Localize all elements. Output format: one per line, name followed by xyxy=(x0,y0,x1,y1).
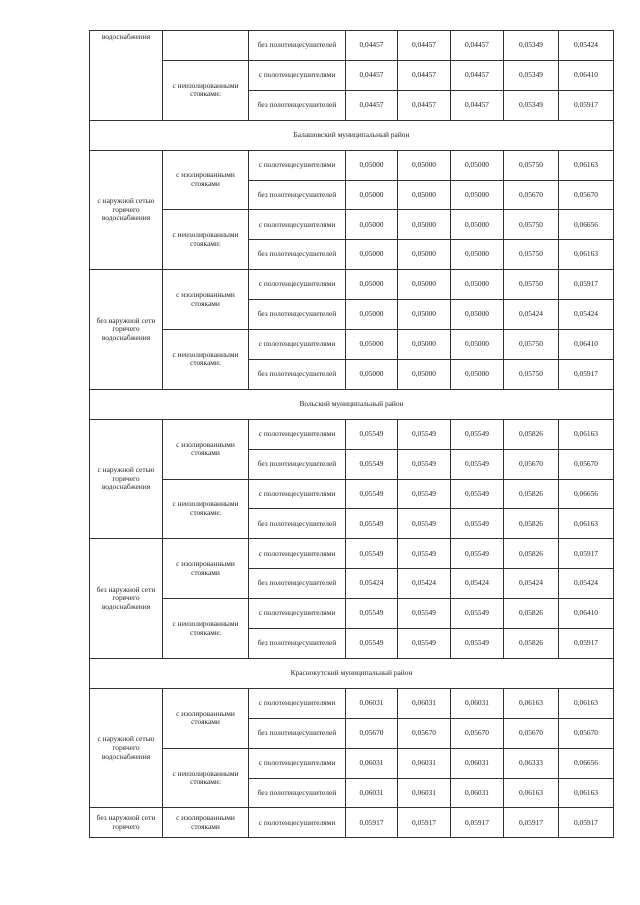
riser-type-cell xyxy=(163,31,249,61)
value-cell: 0,05549 xyxy=(451,599,504,629)
value-cell: 0,05424 xyxy=(451,569,504,599)
district-title: Вольский муниципальный район xyxy=(90,389,614,419)
value-cell: 0,05000 xyxy=(398,180,451,210)
value-cell: 0,05826 xyxy=(504,539,559,569)
value-cell: 0,05549 xyxy=(398,599,451,629)
value-cell: 0,05349 xyxy=(504,90,559,120)
value-cell: 0,05670 xyxy=(559,180,614,210)
value-cell: 0,05424 xyxy=(559,31,614,61)
value-cell: 0,05000 xyxy=(346,210,398,240)
riser-type-cell: с неизолированными стояками: xyxy=(163,60,249,120)
table-row xyxy=(90,419,614,449)
value-cell: 0,05549 xyxy=(398,419,451,449)
value-cell: 0,06163 xyxy=(504,688,559,718)
value-cell: 0,05000 xyxy=(451,210,504,240)
value-cell: 0,05670 xyxy=(559,449,614,479)
riser-type-cell: с изолированными стояками xyxy=(163,419,249,479)
value-cell: 0,05917 xyxy=(504,808,559,838)
value-cell: 0,05917 xyxy=(559,808,614,838)
value-cell: 0,05000 xyxy=(346,270,398,300)
value-cell: 0,04457 xyxy=(398,90,451,120)
towel-dryer-cell: с полотенцесушителями xyxy=(249,150,346,180)
value-cell: 0,05670 xyxy=(504,449,559,479)
value-cell: 0,04457 xyxy=(346,60,398,90)
table-row xyxy=(90,599,614,629)
value-cell: 0,05917 xyxy=(559,539,614,569)
value-cell: 0,05549 xyxy=(451,539,504,569)
table-row xyxy=(90,539,614,569)
value-cell: 0,05670 xyxy=(346,718,398,748)
network-type-cell: с наружной сетью горячего водоснабжения xyxy=(90,419,163,539)
towel-dryer-cell: с полотенцесушителями xyxy=(249,270,346,300)
value-cell: 0,05549 xyxy=(398,449,451,479)
value-cell: 0,05549 xyxy=(398,509,451,539)
value-cell: 0,05917 xyxy=(559,359,614,389)
value-cell: 0,06031 xyxy=(346,778,398,808)
towel-dryer-cell: без полотенцесушителей xyxy=(249,31,346,61)
district-title: Балашовский муниципальный район xyxy=(90,120,614,150)
towel-dryer-cell: без полотенцесушителей xyxy=(249,359,346,389)
riser-type-cell: с изолированными стояками xyxy=(163,688,249,748)
value-cell: 0,06410 xyxy=(559,330,614,360)
value-cell: 0,04457 xyxy=(398,31,451,61)
district-title: Краснокутский муниципальный район xyxy=(90,658,614,688)
value-cell: 0,04457 xyxy=(451,60,504,90)
value-cell: 0,05000 xyxy=(398,240,451,270)
value-cell: 0,05000 xyxy=(346,180,398,210)
value-cell: 0,05000 xyxy=(451,270,504,300)
table-row xyxy=(90,479,614,509)
value-cell: 0,05549 xyxy=(346,419,398,449)
district-header-row xyxy=(90,389,614,419)
value-cell: 0,05000 xyxy=(451,359,504,389)
value-cell: 0,05000 xyxy=(451,300,504,330)
towel-dryer-cell: с полотенцесушителями xyxy=(249,330,346,360)
riser-type-cell: с изолированными стояками xyxy=(163,150,249,210)
value-cell: 0,05750 xyxy=(504,210,559,240)
value-cell: 0,06333 xyxy=(504,748,559,778)
value-cell: 0,05917 xyxy=(559,270,614,300)
value-cell: 0,05826 xyxy=(504,629,559,659)
district-header-row xyxy=(90,658,614,688)
value-cell: 0,05000 xyxy=(346,240,398,270)
value-cell: 0,06163 xyxy=(559,688,614,718)
towel-dryer-cell: без полотенцесушителей xyxy=(249,569,346,599)
value-cell: 0,05000 xyxy=(451,240,504,270)
value-cell: 0,05917 xyxy=(451,808,504,838)
value-cell: 0,05549 xyxy=(451,419,504,449)
value-cell: 0,05549 xyxy=(346,539,398,569)
value-cell: 0,05549 xyxy=(451,449,504,479)
value-cell: 0,05750 xyxy=(504,330,559,360)
towel-dryer-cell: с полотенцесушителями xyxy=(249,808,346,838)
value-cell: 0,05000 xyxy=(398,270,451,300)
riser-type-cell: с неизолированными стояками: xyxy=(163,599,249,659)
table-row xyxy=(90,150,614,180)
table-row xyxy=(90,210,614,240)
riser-type-cell: с неизолированными стояками: xyxy=(163,479,249,539)
value-cell: 0,05000 xyxy=(451,150,504,180)
towel-dryer-cell: без полотенцесушителей xyxy=(249,300,346,330)
value-cell: 0,05750 xyxy=(504,240,559,270)
value-cell: 0,06163 xyxy=(504,778,559,808)
table-body xyxy=(90,31,614,838)
value-cell: 0,05549 xyxy=(346,629,398,659)
value-cell: 0,06031 xyxy=(398,688,451,718)
value-cell: 0,05000 xyxy=(398,330,451,360)
riser-type-cell: с неизолированными стояками: xyxy=(163,748,249,808)
value-cell: 0,04457 xyxy=(451,90,504,120)
towel-dryer-cell: с полотенцесушителями xyxy=(249,419,346,449)
value-cell: 0,05750 xyxy=(504,150,559,180)
riser-type-cell: с неизолированными стояками: xyxy=(163,210,249,270)
value-cell: 0,06031 xyxy=(451,778,504,808)
value-cell: 0,05424 xyxy=(346,569,398,599)
network-type-cell: водоснабжения xyxy=(90,31,163,121)
network-type-cell: с наружной сетью горячего водоснабжения xyxy=(90,688,163,808)
towel-dryer-cell: с полотенцесушителями xyxy=(249,479,346,509)
value-cell: 0,06163 xyxy=(559,150,614,180)
network-type-cell: с наружной сетью горячего водоснабжения xyxy=(90,150,163,270)
value-cell: 0,05549 xyxy=(346,449,398,479)
value-cell: 0,05549 xyxy=(451,509,504,539)
towel-dryer-cell: без полотенцесушителей xyxy=(249,509,346,539)
value-cell: 0,05549 xyxy=(451,629,504,659)
value-cell: 0,05826 xyxy=(504,509,559,539)
value-cell: 0,06031 xyxy=(398,748,451,778)
value-cell: 0,05349 xyxy=(504,31,559,61)
network-type-cell: без наружной сети горячего водоснабжения xyxy=(90,270,163,390)
value-cell: 0,05670 xyxy=(504,180,559,210)
value-cell: 0,06163 xyxy=(559,778,614,808)
towel-dryer-cell: без полотенцесушителей xyxy=(249,629,346,659)
value-cell: 0,05000 xyxy=(346,330,398,360)
value-cell: 0,05000 xyxy=(451,330,504,360)
value-cell: 0,06163 xyxy=(559,509,614,539)
riser-type-cell: с неизолированными стояками: xyxy=(163,330,249,390)
network-type-cell: без наружной сети горячего xyxy=(90,808,163,838)
value-cell: 0,05549 xyxy=(398,539,451,569)
value-cell: 0,05549 xyxy=(346,599,398,629)
value-cell: 0,05424 xyxy=(559,569,614,599)
value-cell: 0,06656 xyxy=(559,210,614,240)
value-cell: 0,05549 xyxy=(346,509,398,539)
table-row xyxy=(90,31,614,61)
towel-dryer-cell: без полотенцесушителей xyxy=(249,180,346,210)
value-cell: 0,05670 xyxy=(451,718,504,748)
towel-dryer-cell: без полотенцесушителей xyxy=(249,718,346,748)
table-row xyxy=(90,60,614,90)
value-cell: 0,06031 xyxy=(346,688,398,718)
towel-dryer-cell: с полотенцесушителями xyxy=(249,688,346,718)
value-cell: 0,05917 xyxy=(346,808,398,838)
value-cell: 0,05424 xyxy=(504,300,559,330)
towel-dryer-cell: без полотенцесушителей xyxy=(249,449,346,479)
towel-dryer-cell: без полотенцесушителей xyxy=(249,240,346,270)
towel-dryer-cell: с полотенцесушителями xyxy=(249,748,346,778)
towel-dryer-cell: без полотенцесушителей xyxy=(249,90,346,120)
value-cell: 0,05549 xyxy=(451,479,504,509)
value-cell: 0,05000 xyxy=(398,150,451,180)
value-cell: 0,04457 xyxy=(346,31,398,61)
value-cell: 0,05750 xyxy=(504,359,559,389)
value-cell: 0,05424 xyxy=(504,569,559,599)
value-cell: 0,06163 xyxy=(559,240,614,270)
value-cell: 0,04457 xyxy=(346,90,398,120)
value-cell: 0,05000 xyxy=(346,300,398,330)
towel-dryer-cell: с полотенцесушителями xyxy=(249,60,346,90)
table-row xyxy=(90,808,614,838)
table-row xyxy=(90,330,614,360)
tariff-table xyxy=(89,30,614,838)
value-cell: 0,05670 xyxy=(504,718,559,748)
district-header-row xyxy=(90,120,614,150)
value-cell: 0,05000 xyxy=(398,359,451,389)
towel-dryer-cell: без полотенцесушителей xyxy=(249,778,346,808)
value-cell: 0,06410 xyxy=(559,599,614,629)
value-cell: 0,06656 xyxy=(559,479,614,509)
table-row xyxy=(90,688,614,718)
value-cell: 0,05670 xyxy=(398,718,451,748)
value-cell: 0,05000 xyxy=(451,180,504,210)
value-cell: 0,06656 xyxy=(559,748,614,778)
value-cell: 0,05917 xyxy=(559,90,614,120)
value-cell: 0,05000 xyxy=(346,359,398,389)
value-cell: 0,04457 xyxy=(398,60,451,90)
value-cell: 0,05826 xyxy=(504,599,559,629)
table-row xyxy=(90,270,614,300)
value-cell: 0,05670 xyxy=(559,718,614,748)
value-cell: 0,06031 xyxy=(398,778,451,808)
riser-type-cell: с изолированными стояками xyxy=(163,808,249,838)
towel-dryer-cell: с полотенцесушителями xyxy=(249,210,346,240)
value-cell: 0,05826 xyxy=(504,419,559,449)
value-cell: 0,05917 xyxy=(559,629,614,659)
value-cell: 0,05826 xyxy=(504,479,559,509)
value-cell: 0,05917 xyxy=(398,808,451,838)
value-cell: 0,05424 xyxy=(559,300,614,330)
towel-dryer-cell: с полотенцесушителями xyxy=(249,599,346,629)
value-cell: 0,05000 xyxy=(398,210,451,240)
value-cell: 0,06031 xyxy=(451,688,504,718)
value-cell: 0,05549 xyxy=(398,479,451,509)
riser-type-cell: с изолированными стояками xyxy=(163,539,249,599)
table-row xyxy=(90,748,614,778)
towel-dryer-cell: с полотенцесушителями xyxy=(249,539,346,569)
value-cell: 0,05424 xyxy=(398,569,451,599)
value-cell: 0,05000 xyxy=(398,300,451,330)
value-cell: 0,04457 xyxy=(451,31,504,61)
value-cell: 0,05000 xyxy=(346,150,398,180)
value-cell: 0,05549 xyxy=(346,479,398,509)
network-type-cell: без наружной сети горячего водоснабжения xyxy=(90,539,163,659)
value-cell: 0,06163 xyxy=(559,419,614,449)
riser-type-cell: с изолированными стояками xyxy=(163,270,249,330)
value-cell: 0,05349 xyxy=(504,60,559,90)
value-cell: 0,05549 xyxy=(398,629,451,659)
value-cell: 0,06410 xyxy=(559,60,614,90)
value-cell: 0,06031 xyxy=(451,748,504,778)
value-cell: 0,05750 xyxy=(504,270,559,300)
value-cell: 0,06031 xyxy=(346,748,398,778)
